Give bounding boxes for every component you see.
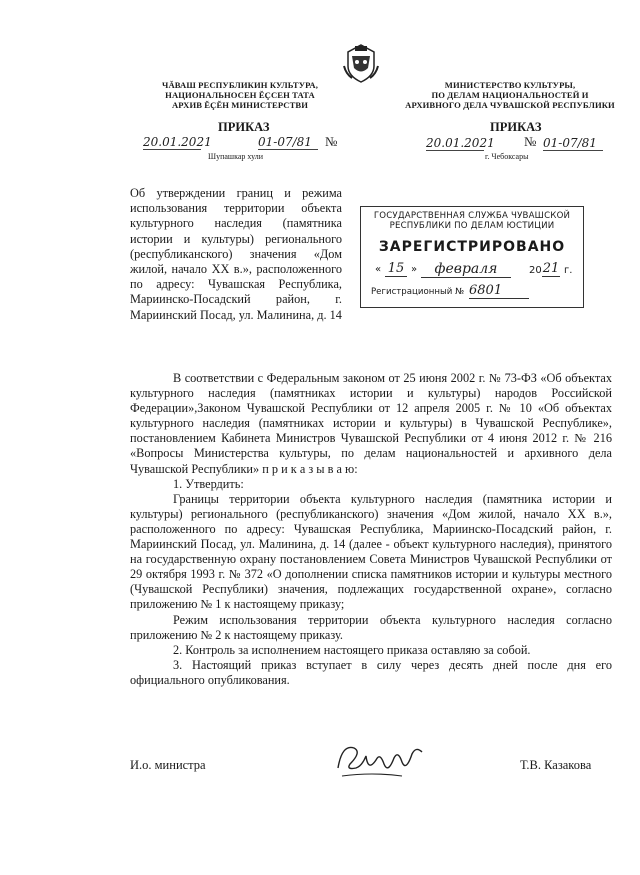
header-right-place: г. Чебоксары [485,152,529,161]
header-left-number-sign: № [325,134,338,149]
header-right-line3: АРХИВНОГО ДЕЛА ЧУВАШСКОЙ РЕСПУБЛИКИ [405,100,615,110]
header-right [395,80,625,110]
header-left-line3: АРХИВ ĔҪĔН МИНИСТЕРСТВИ [171,100,309,110]
stamp-line2: РЕСПУБЛИКИ ПО ДЕЛАМ ЮСТИЦИИ [389,221,555,231]
header-left-line2: НАЦИОНАЛЬНОСЕН ĔҪСЕН ТАТА [165,90,315,100]
stamp-day: 15 [385,261,407,277]
emblem-logo [340,42,382,84]
stamp-quote-close: » [411,264,418,275]
stamp-year-g: г. [564,265,573,276]
header-right-line2: ПО ДЕЛАМ НАЦИОНАЛЬНОСТЕЙ И [431,90,589,100]
item-1-text-2: Режим использования территории объекта культурного наследия согласно приложению № 2 к настоящему приказу. [130,612,612,642]
header-left-line1: ЧĂВАШ РЕСПУБЛИКИН КУЛЬТУРА, [162,80,318,90]
signature-name: Т.В. Казакова [520,758,592,772]
stamp-quote-open: « [375,264,382,275]
item-1-text-1: Границы территории объекта культурного наследия (памятника истории и культуры) регионального (республиканского) значения «Дом жилой, начало ХХ в.», расположенного по адресу: Чувашская Республика, Мариинско-Посадский район, г. Мариинский Посад, ул. Малинина, д. 14 (далее - объект культурного наследия), принятого на государственную охрану постановлением Совета Министров Чувашской Республики от 29 октября 1993 г. № 372 «О дополнении списка памятников истории и культуры местного (Чувашской Республики) значения, подлежащих государственной охране», согласно приложению № 1 к настоящему приказу; [130,491,612,612]
header-left-number: 01-07/81 [258,135,318,150]
item-2-paragraph: 2. Контроль за исполнением настоящего приказа оставляю за собой. [173,642,531,657]
item-1-heading: 1. Утвердить: [173,476,244,491]
stamp-line1: ГОСУДАРСТВЕННАЯ СЛУЖБА ЧУВАШСКОЙ [373,211,571,221]
header-right-line1: МИНИСТЕРСТВО КУЛЬТУРЫ, [444,80,576,90]
order-subject: Об утверждении границ и режима использования территории объекта культурного наследия (памятника истории и культуры) регионального (республиканского) значения «Дом жилой, начало ХХ в.», расположенного по адресу: Чувашская Республика, Мариинско-Посадский район, г. Мариинский Посад, ул. Малинина, д. 14 [130,186,342,322]
signature-position: И.о. министра [130,758,206,772]
registration-stamp [360,206,584,308]
item-3-paragraph: 3. Настоящий приказ вступает в силу через десять дней после дня его официального опубликования. [130,657,612,687]
stamp-reg-label: Регистрационный № [371,287,464,297]
stamp-date-row [361,259,583,281]
stamp-reg-row [361,281,583,301]
header-left-date: 20.01.2021 [143,135,212,149]
header-right-date: 20.01.2021 [426,136,495,150]
stamp-reg-number: 6801 [469,283,529,299]
stamp-year-prefix: 20 [529,265,542,276]
header-right-number: 01-07/81 [543,136,603,151]
order-body [130,371,612,688]
header-left-title: ПРИКАЗ [218,120,270,134]
preamble-paragraph: В соответствии с Федеральным законом от 25 июня 2002 г. № 73-ФЗ «Об объектах культурного наследия (памятниках истории и культуры) народов Российской Федерации»,Законом Чувашской Республики от 12 апреля 2005 г. № 10 «Об объектах культурного наследия (памятниках истории и культуры) в Чувашской Республике», постановлением Кабинета Министров Чувашской Республики от 4 июня 2012 г. № 216 «Вопросы Министерства культуры, по делам национальностей и архивного дела Чувашской Республики» п р и к а з ы в а ю: [130,371,612,476]
stamp-status: ЗАРЕГИСТРИРОВАНО [378,239,566,255]
stamp-year-suffix: 21 [542,261,560,276]
header-left-place: Шупашкар хули [208,152,263,161]
header-right-number-sign: № [524,134,537,149]
handwritten-signature [332,738,428,784]
stamp-month: февраля [421,261,511,278]
header-left [120,80,360,110]
header-right-title: ПРИКАЗ [490,120,542,134]
